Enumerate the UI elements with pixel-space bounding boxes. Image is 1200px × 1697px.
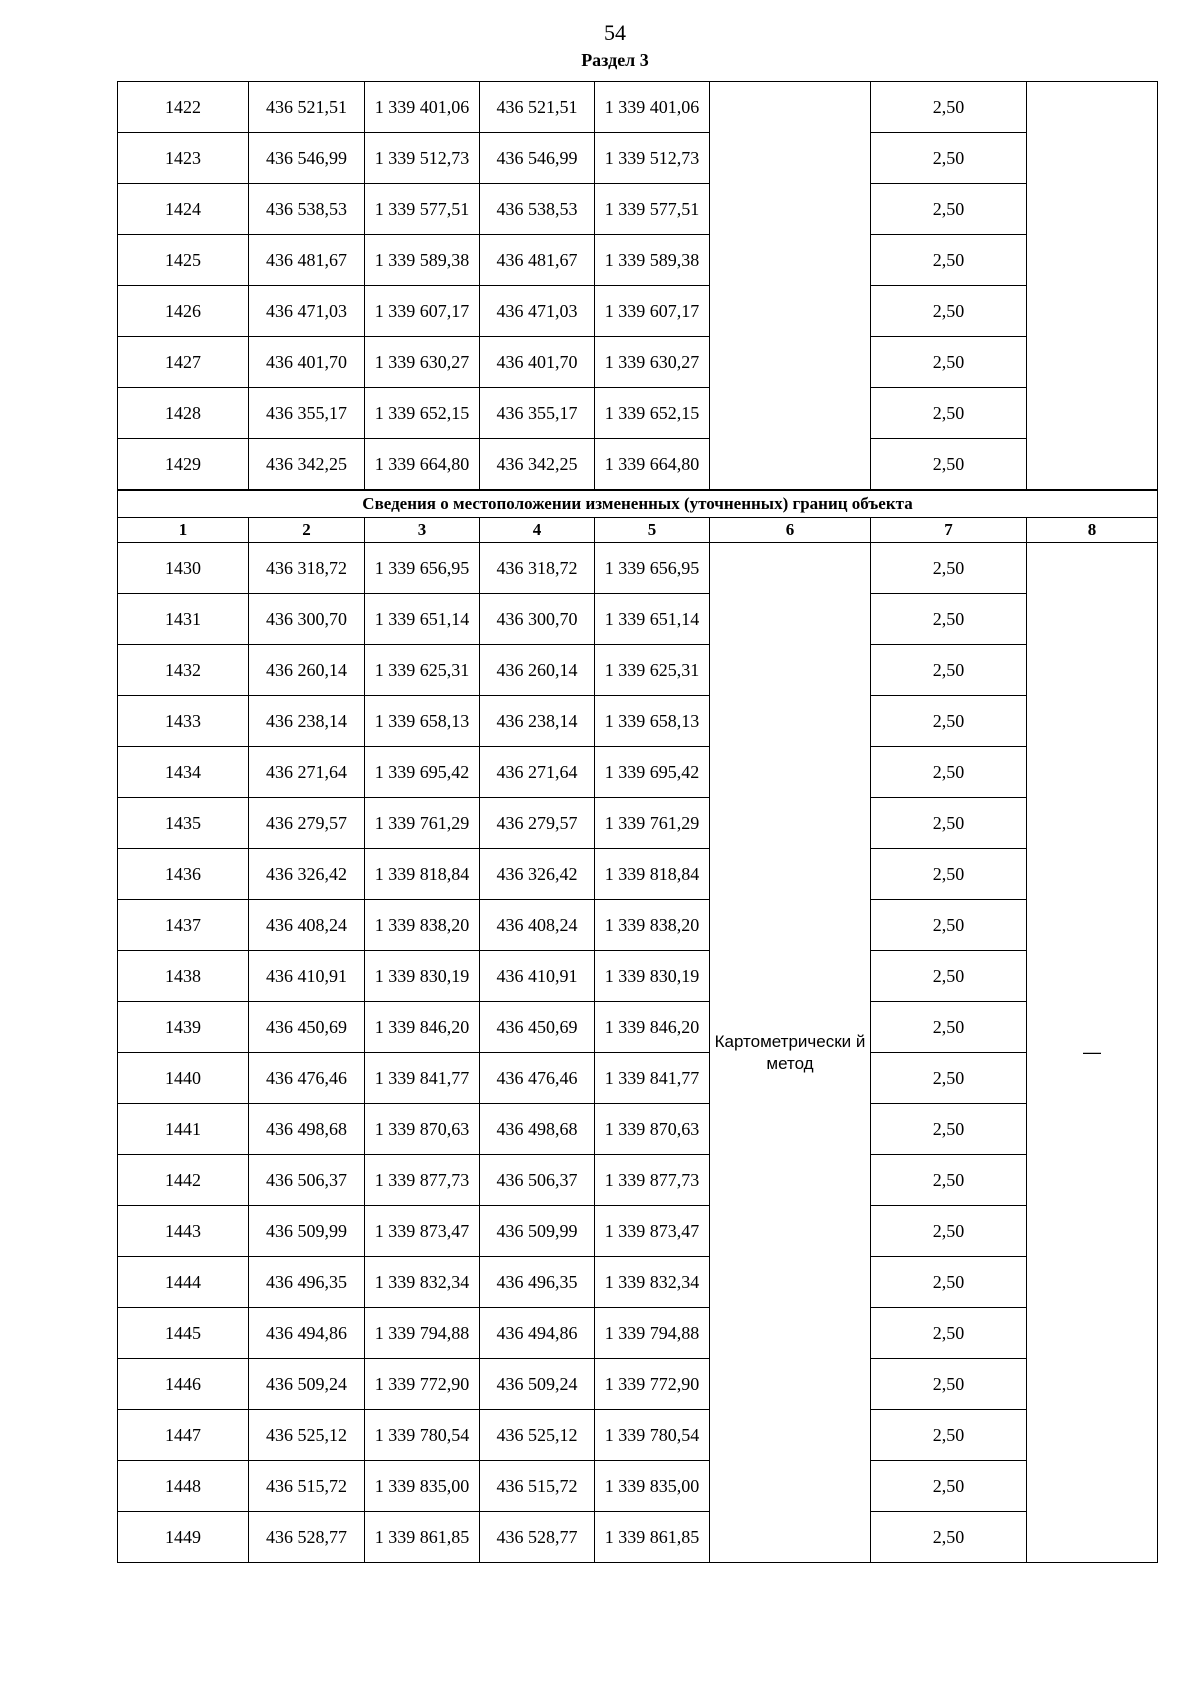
new-x-cell: 436 326,42	[480, 849, 595, 900]
point-number-cell: 1449	[118, 1512, 249, 1563]
new-x-cell: 436 538,53	[480, 184, 595, 235]
note-cell	[1027, 82, 1158, 491]
point-number-cell: 1424	[118, 184, 249, 235]
new-x-cell: 436 546,99	[480, 133, 595, 184]
new-x-cell: 436 318,72	[480, 543, 595, 594]
table-row	[118, 1461, 1158, 1512]
existing-x-cell: 436 271,64	[249, 747, 365, 798]
existing-y-cell: 1 339 861,85	[365, 1512, 480, 1563]
existing-x-cell: 436 528,77	[249, 1512, 365, 1563]
new-x-cell: 436 355,17	[480, 388, 595, 439]
new-y-cell: 1 339 401,06	[595, 82, 710, 133]
accuracy-cell: 2,50	[871, 1410, 1027, 1461]
new-y-cell: 1 339 835,00	[595, 1461, 710, 1512]
point-number-cell: 1448	[118, 1461, 249, 1512]
table-row	[118, 1053, 1158, 1104]
accuracy-cell: 2,50	[871, 1104, 1027, 1155]
new-x-cell: 436 496,35	[480, 1257, 595, 1308]
new-y-cell: 1 339 794,88	[595, 1308, 710, 1359]
accuracy-cell: 2,50	[871, 645, 1027, 696]
existing-x-cell: 436 238,14	[249, 696, 365, 747]
new-x-cell: 436 300,70	[480, 594, 595, 645]
new-x-cell: 436 342,25	[480, 439, 595, 491]
point-number-cell: 1439	[118, 1002, 249, 1053]
table-row	[118, 900, 1158, 951]
existing-y-cell: 1 339 818,84	[365, 849, 480, 900]
table-row	[118, 439, 1158, 491]
accuracy-cell: 2,50	[871, 439, 1027, 491]
accuracy-cell: 2,50	[871, 337, 1027, 388]
accuracy-cell: 2,50	[871, 1257, 1027, 1308]
new-y-cell: 1 339 512,73	[595, 133, 710, 184]
new-y-cell: 1 339 838,20	[595, 900, 710, 951]
accuracy-cell: 2,50	[871, 1461, 1027, 1512]
table-row	[118, 1257, 1158, 1308]
point-number-cell: 1445	[118, 1308, 249, 1359]
table-row	[118, 1308, 1158, 1359]
existing-x-cell: 436 279,57	[249, 798, 365, 849]
table-row	[118, 849, 1158, 900]
column-number-cell: 1	[118, 518, 249, 543]
new-y-cell: 1 339 870,63	[595, 1104, 710, 1155]
existing-y-cell: 1 339 780,54	[365, 1410, 480, 1461]
table-row	[118, 543, 1158, 594]
existing-y-cell: 1 339 589,38	[365, 235, 480, 286]
new-x-cell: 436 279,57	[480, 798, 595, 849]
point-number-cell: 1447	[118, 1410, 249, 1461]
new-y-cell: 1 339 656,95	[595, 543, 710, 594]
table-row	[118, 184, 1158, 235]
existing-x-cell: 436 515,72	[249, 1461, 365, 1512]
existing-y-cell: 1 339 838,20	[365, 900, 480, 951]
new-x-cell: 436 528,77	[480, 1512, 595, 1563]
point-number-cell: 1444	[118, 1257, 249, 1308]
new-x-cell: 436 450,69	[480, 1002, 595, 1053]
point-number-cell: 1433	[118, 696, 249, 747]
existing-y-cell: 1 339 832,34	[365, 1257, 480, 1308]
existing-x-cell: 436 521,51	[249, 82, 365, 133]
point-number-cell: 1427	[118, 337, 249, 388]
accuracy-cell: 2,50	[871, 900, 1027, 951]
new-y-cell: 1 339 873,47	[595, 1206, 710, 1257]
note-cell: —	[1027, 543, 1158, 1563]
new-y-cell: 1 339 664,80	[595, 439, 710, 491]
column-number-cell: 3	[365, 518, 480, 543]
new-y-cell: 1 339 846,20	[595, 1002, 710, 1053]
accuracy-cell: 2,50	[871, 696, 1027, 747]
new-y-cell: 1 339 772,90	[595, 1359, 710, 1410]
table-row	[118, 1104, 1158, 1155]
method-cell: Картометрически й метод	[710, 543, 871, 1563]
accuracy-cell: 2,50	[871, 82, 1027, 133]
point-number-cell: 1423	[118, 133, 249, 184]
point-number-cell: 1429	[118, 439, 249, 491]
point-number-cell: 1437	[118, 900, 249, 951]
existing-y-cell: 1 339 664,80	[365, 439, 480, 491]
table-row	[118, 388, 1158, 439]
existing-y-cell: 1 339 695,42	[365, 747, 480, 798]
existing-x-cell: 436 401,70	[249, 337, 365, 388]
accuracy-cell: 2,50	[871, 388, 1027, 439]
existing-x-cell: 436 326,42	[249, 849, 365, 900]
table-row	[118, 645, 1158, 696]
table-row	[118, 235, 1158, 286]
existing-x-cell: 436 525,12	[249, 1410, 365, 1461]
point-number-cell: 1441	[118, 1104, 249, 1155]
column-number-cell: 6	[710, 518, 871, 543]
accuracy-cell: 2,50	[871, 951, 1027, 1002]
column-number-cell: 7	[871, 518, 1027, 543]
coordinates-table	[117, 81, 1158, 1563]
existing-y-cell: 1 339 577,51	[365, 184, 480, 235]
existing-y-cell: 1 339 830,19	[365, 951, 480, 1002]
existing-x-cell: 436 260,14	[249, 645, 365, 696]
column-number-cell: 8	[1027, 518, 1158, 543]
new-y-cell: 1 339 841,77	[595, 1053, 710, 1104]
existing-x-cell: 436 408,24	[249, 900, 365, 951]
new-x-cell: 436 271,64	[480, 747, 595, 798]
accuracy-cell: 2,50	[871, 798, 1027, 849]
accuracy-cell: 2,50	[871, 133, 1027, 184]
table-row	[118, 1206, 1158, 1257]
existing-y-cell: 1 339 401,06	[365, 82, 480, 133]
new-x-cell: 436 506,37	[480, 1155, 595, 1206]
table-row	[118, 1359, 1158, 1410]
existing-x-cell: 436 538,53	[249, 184, 365, 235]
table-caption: Сведения о местоположении измененных (уточненных) границ объекта	[118, 490, 1158, 518]
existing-x-cell: 436 509,99	[249, 1206, 365, 1257]
new-y-cell: 1 339 861,85	[595, 1512, 710, 1563]
existing-y-cell: 1 339 841,77	[365, 1053, 480, 1104]
point-number-cell: 1446	[118, 1359, 249, 1410]
existing-y-cell: 1 339 512,73	[365, 133, 480, 184]
point-number-cell: 1431	[118, 594, 249, 645]
new-y-cell: 1 339 818,84	[595, 849, 710, 900]
existing-y-cell: 1 339 877,73	[365, 1155, 480, 1206]
existing-y-cell: 1 339 870,63	[365, 1104, 480, 1155]
accuracy-cell: 2,50	[871, 1053, 1027, 1104]
new-x-cell: 436 481,67	[480, 235, 595, 286]
new-y-cell: 1 339 695,42	[595, 747, 710, 798]
new-y-cell: 1 339 607,17	[595, 286, 710, 337]
point-number-cell: 1430	[118, 543, 249, 594]
point-number-cell: 1436	[118, 849, 249, 900]
existing-x-cell: 436 494,86	[249, 1308, 365, 1359]
column-number-cell: 5	[595, 518, 710, 543]
table-row	[118, 1002, 1158, 1053]
point-number-cell: 1422	[118, 82, 249, 133]
new-y-cell: 1 339 832,34	[595, 1257, 710, 1308]
existing-y-cell: 1 339 835,00	[365, 1461, 480, 1512]
existing-y-cell: 1 339 873,47	[365, 1206, 480, 1257]
point-number-cell: 1443	[118, 1206, 249, 1257]
new-x-cell: 436 521,51	[480, 82, 595, 133]
column-number-row	[118, 518, 1158, 543]
accuracy-cell: 2,50	[871, 1359, 1027, 1410]
new-y-cell: 1 339 589,38	[595, 235, 710, 286]
new-x-cell: 436 238,14	[480, 696, 595, 747]
existing-y-cell: 1 339 658,13	[365, 696, 480, 747]
new-y-cell: 1 339 780,54	[595, 1410, 710, 1461]
existing-x-cell: 436 546,99	[249, 133, 365, 184]
existing-x-cell: 436 471,03	[249, 286, 365, 337]
point-number-cell: 1426	[118, 286, 249, 337]
accuracy-cell: 2,50	[871, 747, 1027, 798]
existing-y-cell: 1 339 625,31	[365, 645, 480, 696]
accuracy-cell: 2,50	[871, 849, 1027, 900]
point-number-cell: 1428	[118, 388, 249, 439]
accuracy-cell: 2,50	[871, 286, 1027, 337]
point-number-cell: 1435	[118, 798, 249, 849]
new-y-cell: 1 339 761,29	[595, 798, 710, 849]
point-number-cell: 1425	[118, 235, 249, 286]
table-row	[118, 337, 1158, 388]
existing-x-cell: 436 496,35	[249, 1257, 365, 1308]
new-x-cell: 436 408,24	[480, 900, 595, 951]
column-number-cell: 4	[480, 518, 595, 543]
existing-x-cell: 436 481,67	[249, 235, 365, 286]
new-x-cell: 436 509,99	[480, 1206, 595, 1257]
table-row	[118, 951, 1158, 1002]
accuracy-cell: 2,50	[871, 1206, 1027, 1257]
existing-x-cell: 436 342,25	[249, 439, 365, 491]
accuracy-cell: 2,50	[871, 594, 1027, 645]
new-y-cell: 1 339 630,27	[595, 337, 710, 388]
point-number-cell: 1442	[118, 1155, 249, 1206]
new-y-cell: 1 339 577,51	[595, 184, 710, 235]
new-x-cell: 436 525,12	[480, 1410, 595, 1461]
new-x-cell: 436 476,46	[480, 1053, 595, 1104]
new-y-cell: 1 339 658,13	[595, 696, 710, 747]
existing-y-cell: 1 339 761,29	[365, 798, 480, 849]
new-x-cell: 436 471,03	[480, 286, 595, 337]
new-y-cell: 1 339 625,31	[595, 645, 710, 696]
accuracy-cell: 2,50	[871, 543, 1027, 594]
new-x-cell: 436 515,72	[480, 1461, 595, 1512]
method-cell	[710, 82, 871, 491]
existing-y-cell: 1 339 652,15	[365, 388, 480, 439]
table-row	[118, 1410, 1158, 1461]
existing-x-cell: 436 355,17	[249, 388, 365, 439]
existing-x-cell: 436 506,37	[249, 1155, 365, 1206]
new-x-cell: 436 410,91	[480, 951, 595, 1002]
existing-x-cell: 436 450,69	[249, 1002, 365, 1053]
point-number-cell: 1440	[118, 1053, 249, 1104]
accuracy-cell: 2,50	[871, 1512, 1027, 1563]
table-row	[118, 798, 1158, 849]
existing-x-cell: 436 509,24	[249, 1359, 365, 1410]
existing-x-cell: 436 410,91	[249, 951, 365, 1002]
existing-x-cell: 436 300,70	[249, 594, 365, 645]
new-x-cell: 436 494,86	[480, 1308, 595, 1359]
table-row	[118, 82, 1158, 133]
existing-y-cell: 1 339 656,95	[365, 543, 480, 594]
accuracy-cell: 2,50	[871, 1308, 1027, 1359]
existing-x-cell: 436 476,46	[249, 1053, 365, 1104]
table-row	[118, 696, 1158, 747]
point-number-cell: 1434	[118, 747, 249, 798]
accuracy-cell: 2,50	[871, 1155, 1027, 1206]
new-x-cell: 436 509,24	[480, 1359, 595, 1410]
existing-y-cell: 1 339 607,17	[365, 286, 480, 337]
accuracy-cell: 2,50	[871, 235, 1027, 286]
table-row	[118, 286, 1158, 337]
existing-x-cell: 436 498,68	[249, 1104, 365, 1155]
table-row	[118, 747, 1158, 798]
new-x-cell: 436 401,70	[480, 337, 595, 388]
column-number-cell: 2	[249, 518, 365, 543]
accuracy-cell: 2,50	[871, 184, 1027, 235]
new-x-cell: 436 498,68	[480, 1104, 595, 1155]
existing-y-cell: 1 339 651,14	[365, 594, 480, 645]
existing-y-cell: 1 339 794,88	[365, 1308, 480, 1359]
new-x-cell: 436 260,14	[480, 645, 595, 696]
table-row	[118, 594, 1158, 645]
accuracy-cell: 2,50	[871, 1002, 1027, 1053]
existing-y-cell: 1 339 630,27	[365, 337, 480, 388]
table-row	[118, 1155, 1158, 1206]
point-number-cell: 1438	[118, 951, 249, 1002]
new-y-cell: 1 339 652,15	[595, 388, 710, 439]
table-row	[118, 1512, 1158, 1563]
point-number-cell: 1432	[118, 645, 249, 696]
table-row	[118, 133, 1158, 184]
new-y-cell: 1 339 877,73	[595, 1155, 710, 1206]
new-y-cell: 1 339 830,19	[595, 951, 710, 1002]
page-number: 54	[604, 20, 626, 45]
existing-y-cell: 1 339 846,20	[365, 1002, 480, 1053]
caption-row	[118, 490, 1158, 518]
existing-x-cell: 436 318,72	[249, 543, 365, 594]
new-y-cell: 1 339 651,14	[595, 594, 710, 645]
existing-y-cell: 1 339 772,90	[365, 1359, 480, 1410]
section-title: Раздел 3	[581, 50, 649, 70]
